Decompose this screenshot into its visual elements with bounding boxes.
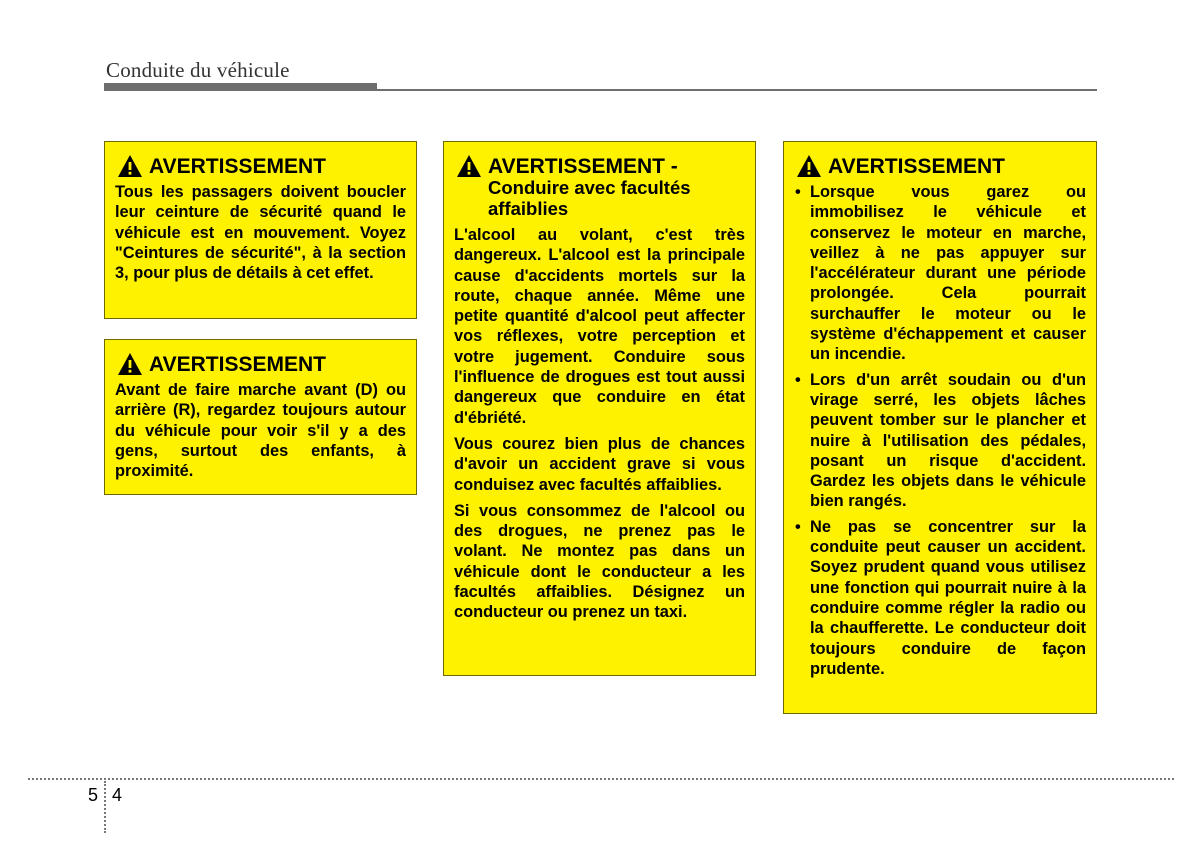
warning-paragraph: Avant de faire marche avant (D) ou arrière (R), regardez toujours autour du véhicule pour voir s'il y a des gens, surtout des enfants, à proximité.	[115, 381, 406, 481]
warning-paragraph: Vous courez bien plus de chances d'avoir un accident grave si vous conduisez avec facultés affaiblies.	[454, 434, 745, 494]
warning-subtitle-line: Conduire avec facultés	[488, 177, 691, 198]
warning-paragraph: L'alcool au volant, c'est très dangereux. L'alcool est la principale cause d'accidents mortels sur la route, chaque année. Même une petite quantité d'alcool peut affecter vos réflexes, votre perception et votre jugement. Conduire sous l'influence de drogues est tout aussi dangereux que conduire en état d'ébriété.	[454, 226, 745, 427]
header-rule-thin	[377, 89, 1097, 91]
warning-triangle-icon	[456, 154, 482, 178]
warning-box-impaired-driving	[443, 141, 756, 676]
warning-box-look-around	[104, 339, 417, 495]
warning-triangle-icon	[117, 352, 143, 376]
warning-triangle-icon	[796, 154, 822, 178]
warning-body	[454, 225, 745, 623]
chapter-number: 5	[88, 785, 99, 805]
page-number-divider	[104, 781, 106, 833]
warning-paragraph: Tous les passagers doivent boucler leur ceinture de sécurité quand le véhicule est en mouvement. Voyez "Ceintures de sécurité", à la section 3, pour plus de détails à cet effet.	[115, 183, 406, 283]
warning-header	[115, 350, 406, 376]
warning-body	[115, 182, 406, 283]
warning-header	[794, 152, 1086, 178]
list-item: • Ne pas se concentrer sur la conduite peut causer un accident. Soyez prudent quand vous utilisez une fonction qui pourrait nuire à la conduire comme régler la radio ou la chaufferette. Le conducteur doit toujours conduire de façon prudente.	[794, 517, 1086, 679]
list-item: • Lorsque vous garez ou immobilisez le véhicule et conservez le moteur en marche, veillez à ne pas appuyer sur l'accélérateur durant une période prolongée. Cela pourrait surchauffer le moteur ou le système d'échappement et causer un incendie.	[794, 182, 1086, 365]
list-item: • Lors d'un arrêt soudain ou d'un virage serré, les objets lâches peuvent tomber sur le plancher et nuire à l'utilisation des pédales, posant un risque d'accident. Gardez les objets dans le véhicule bien rangés.	[794, 370, 1086, 512]
page-header-title: Conduite du véhicule	[106, 58, 290, 82]
warning-body	[794, 182, 1086, 679]
warning-title-line: AVERTISSEMENT -	[488, 155, 678, 178]
warning-subtitle-line: affaiblies	[488, 198, 569, 219]
warning-triangle-icon	[117, 154, 143, 178]
footer-dotted-rule	[28, 778, 1174, 780]
warning-header	[115, 152, 406, 178]
warning-title: AVERTISSEMENT	[149, 155, 326, 178]
page-number: 4	[112, 785, 123, 805]
warning-body	[115, 380, 406, 481]
warning-title: AVERTISSEMENT	[149, 353, 326, 376]
warning-box-vehicle-safety	[783, 141, 1097, 714]
header-rule-thick	[104, 83, 377, 91]
warning-paragraph: Si vous consommez de l'alcool ou des drogues, ne prenez pas le volant. Ne montez pas dans un véhicule dont le conducteur a les facultés affaiblies. Désignez un conducteur ou prenez un taxi.	[454, 501, 745, 622]
warning-box-seatbelts	[104, 141, 417, 319]
warning-title	[488, 156, 691, 219]
warning-bullet-list	[794, 182, 1086, 679]
warning-header	[454, 152, 745, 219]
warning-title: AVERTISSEMENT	[828, 155, 1005, 178]
